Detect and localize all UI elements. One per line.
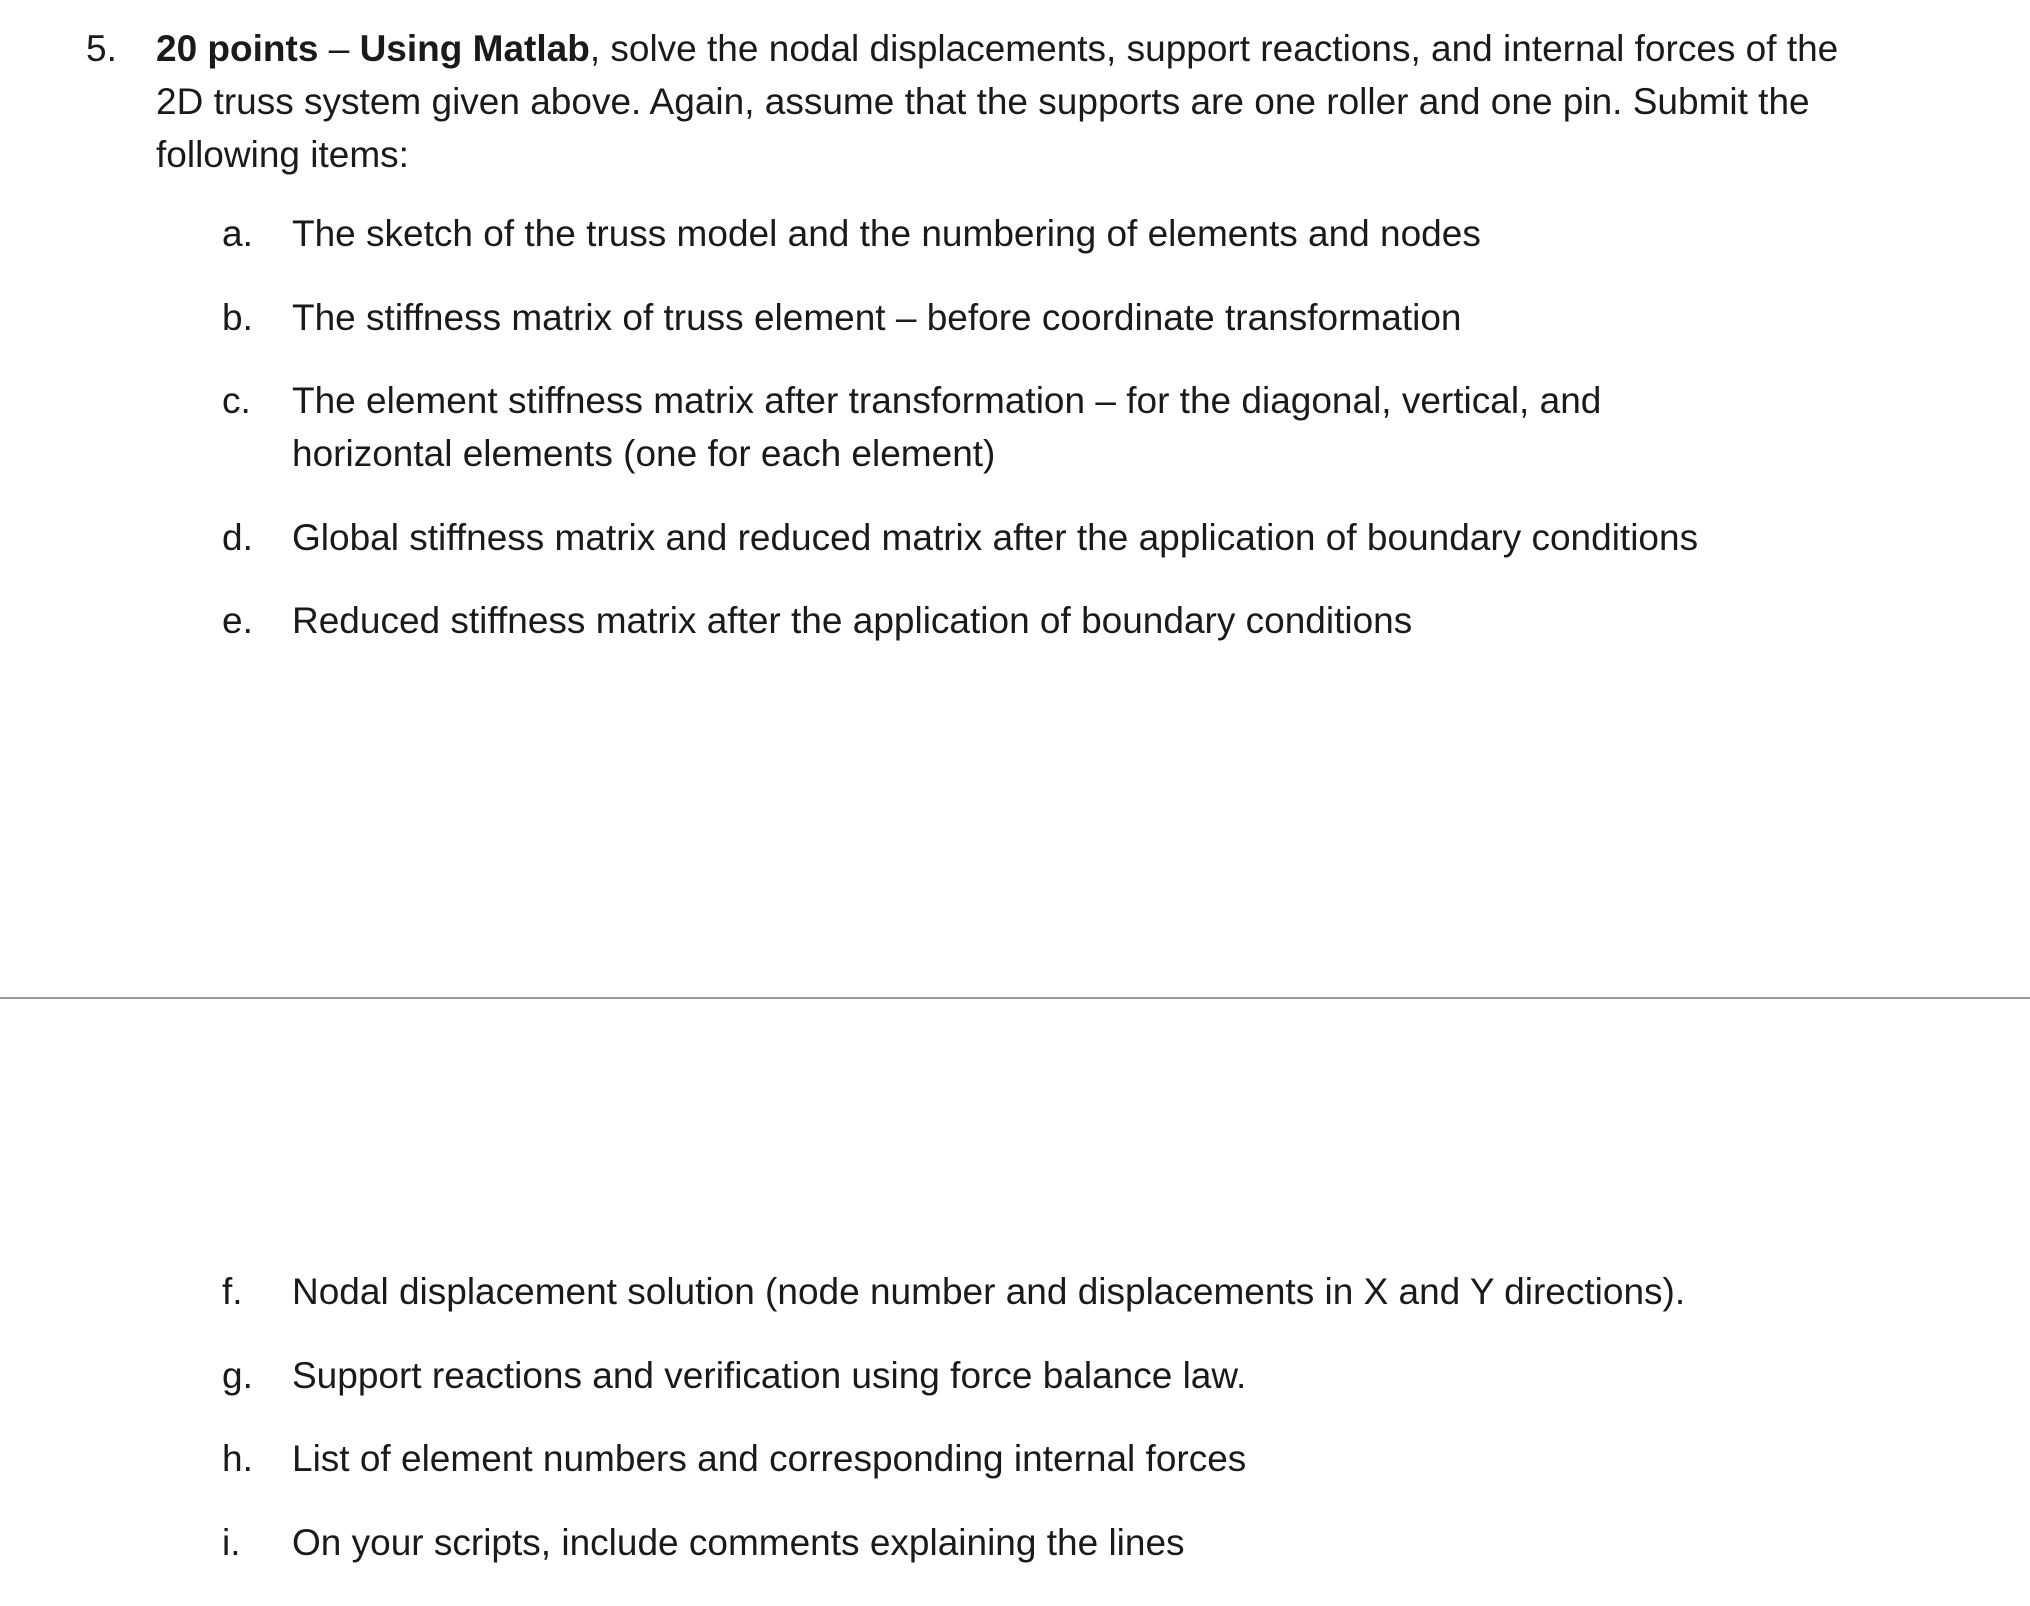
question-points: 20 points [156,28,319,69]
list-item-letter: c. [222,380,251,421]
list-item-text: The stiffness matrix of truss element – before coordinate transformation [292,297,1462,338]
list-item-letter: h. [222,1438,253,1479]
list-item-text: List of element numbers and corresponding internal forces [292,1438,1247,1479]
list-item-text: Global stiffness matrix and reduced matrix after the application of boundary conditions [292,517,1699,558]
list-item-letter: g. [222,1355,253,1396]
list-item-text: On your scripts, include comments explaining the lines [292,1522,1185,1563]
list-item-letter: e. [222,600,253,641]
question-prompt-text: , solve the nodal displacements, support reactions, and internal forces of the 2D truss system given above. Again, assume that the supports are one roller and one pin. Submit the following items: [156,28,1839,175]
list-item-letter: b. [222,297,253,338]
list-item-text: Reduced stiffness matrix after the application of boundary conditions [292,600,1413,641]
question-number: 5. [86,28,117,69]
question-method: Using Matlab [359,28,590,69]
list-item-letter: d. [222,517,253,558]
list-item-text: The element stiffness matrix after transformation – for the diagonal, vertical, and horizontal elements (one for each element) [292,380,1602,474]
question-prompt [156,22,1886,181]
list-item-text: Support reactions and verification using force balance law. [292,1355,1247,1396]
question-dash: – [318,28,360,69]
list-item-text: Nodal displacement solution (node number and displacements in X and Y directions). [292,1271,1686,1312]
section-divider [0,997,2030,999]
list-item-letter: i. [222,1522,241,1563]
list-item-text: The sketch of the truss model and the numbering of elements and nodes [292,213,1481,254]
list-item-letter: a. [222,213,253,254]
list-item-letter: f. [222,1271,243,1312]
